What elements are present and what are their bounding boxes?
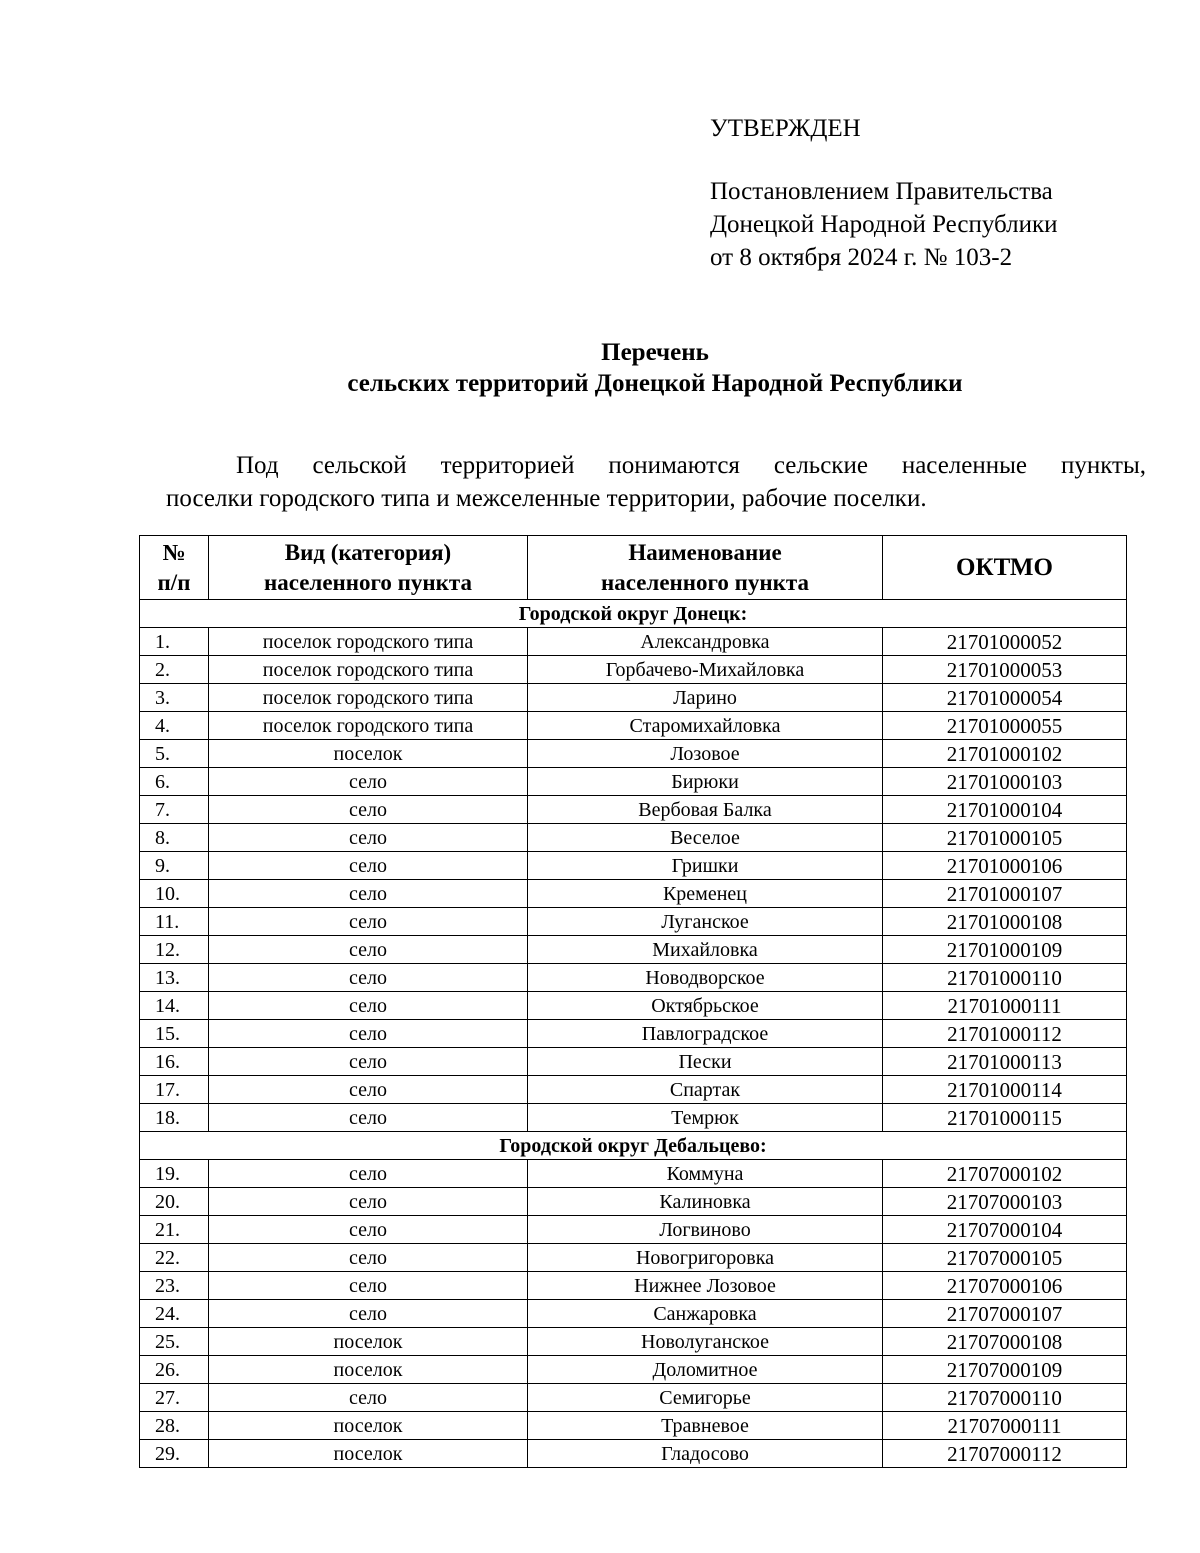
section-row [140, 600, 1127, 628]
row-number: 14. [140, 992, 209, 1020]
approved-label: УТВЕРЖДЕН [710, 115, 861, 142]
row-oktmo: 21701000103 [883, 768, 1127, 796]
row-name: Калиновка [528, 1188, 883, 1216]
table-row [140, 1272, 1127, 1300]
row-number: 8. [140, 824, 209, 852]
row-number: 4. [140, 712, 209, 740]
table-row [140, 1216, 1127, 1244]
row-name: Вербовая Балка [528, 796, 883, 824]
table-row [140, 1160, 1127, 1188]
row-name: Гришки [528, 852, 883, 880]
table-row [140, 1104, 1127, 1132]
table-row [140, 796, 1127, 824]
row-name: Санжаровка [528, 1300, 883, 1328]
row-type: поселок [209, 740, 528, 768]
row-type: село [209, 824, 528, 852]
row-type: село [209, 908, 528, 936]
row-number: 28. [140, 1412, 209, 1440]
table-row [140, 684, 1127, 712]
approval-decree-line: Постановлением Правительства [710, 178, 1053, 205]
row-oktmo: 21707000102 [883, 1160, 1127, 1188]
row-number: 23. [140, 1272, 209, 1300]
table-row [140, 852, 1127, 880]
row-oktmo: 21701000108 [883, 908, 1127, 936]
row-oktmo: 21707000108 [883, 1328, 1127, 1356]
table-row [140, 740, 1127, 768]
header-type [209, 536, 528, 600]
header-type-line-2: населенного пункта [263, 569, 473, 595]
row-number: 18. [140, 1104, 209, 1132]
row-type: село [209, 852, 528, 880]
header-type-line-1: Вид (категория) [284, 539, 452, 565]
row-oktmo: 21701000113 [883, 1048, 1127, 1076]
row-type: село [209, 1384, 528, 1412]
table-row [140, 1244, 1127, 1272]
table-row [140, 1020, 1127, 1048]
title-line-1: Перечень [601, 339, 709, 366]
row-name: Павлоградское [528, 1020, 883, 1048]
row-name: Старомихайловка [528, 712, 883, 740]
row-type: поселок [209, 1356, 528, 1384]
row-oktmo: 21701000110 [883, 964, 1127, 992]
table-row [140, 1300, 1127, 1328]
table-row [140, 1076, 1127, 1104]
row-type: поселок городского типа [209, 684, 528, 712]
row-oktmo: 21707000105 [883, 1244, 1127, 1272]
row-oktmo: 21707000106 [883, 1272, 1127, 1300]
row-name: Лозовое [528, 740, 883, 768]
row-type: село [209, 964, 528, 992]
row-name: Логвиново [528, 1216, 883, 1244]
row-oktmo: 21707000107 [883, 1300, 1127, 1328]
section-row [140, 1132, 1127, 1160]
row-number: 16. [140, 1048, 209, 1076]
row-oktmo: 21701000109 [883, 936, 1127, 964]
row-number: 5. [140, 740, 209, 768]
row-type: село [209, 768, 528, 796]
row-type: село [209, 992, 528, 1020]
row-type: село [209, 1160, 528, 1188]
row-type: село [209, 1300, 528, 1328]
row-name: Новогригоровка [528, 1244, 883, 1272]
row-name: Михайловка [528, 936, 883, 964]
row-oktmo: 21707000109 [883, 1356, 1127, 1384]
row-number: 11. [140, 908, 209, 936]
row-name: Ларино [528, 684, 883, 712]
section-title: Городской округ Дебальцево: [140, 1132, 1127, 1160]
row-name: Бирюки [528, 768, 883, 796]
table-row [140, 936, 1127, 964]
row-number: 6. [140, 768, 209, 796]
row-number: 24. [140, 1300, 209, 1328]
table-row [140, 1188, 1127, 1216]
row-type: село [209, 1048, 528, 1076]
row-oktmo: 21701000114 [883, 1076, 1127, 1104]
row-oktmo: 21701000112 [883, 1020, 1127, 1048]
row-type: село [209, 1272, 528, 1300]
row-type: село [209, 1104, 528, 1132]
row-oktmo: 21707000110 [883, 1384, 1127, 1412]
table-row [140, 824, 1127, 852]
approval-government-line: Донецкой Народной Республики [710, 211, 1058, 238]
row-number: 29. [140, 1440, 209, 1468]
table-row [140, 992, 1127, 1020]
table-row [140, 656, 1127, 684]
row-oktmo: 21701000106 [883, 852, 1127, 880]
intro-line-1: Под сельской территорией понимаются сельские населенные пункты, [236, 452, 1146, 479]
header-name-line-1: Наименование [628, 539, 782, 565]
row-oktmo: 21701000055 [883, 712, 1127, 740]
row-oktmo: 21701000104 [883, 796, 1127, 824]
row-number: 20. [140, 1188, 209, 1216]
row-number: 19. [140, 1160, 209, 1188]
territories-table [139, 535, 1127, 1468]
row-number: 2. [140, 656, 209, 684]
row-number: 7. [140, 796, 209, 824]
row-type: село [209, 1188, 528, 1216]
row-oktmo: 21701000102 [883, 740, 1127, 768]
row-oktmo: 21707000103 [883, 1188, 1127, 1216]
row-name: Веселое [528, 824, 883, 852]
row-type: село [209, 796, 528, 824]
row-oktmo: 21707000104 [883, 1216, 1127, 1244]
header-num-line-1: № [162, 539, 186, 565]
row-name: Луганское [528, 908, 883, 936]
row-type: поселок городского типа [209, 712, 528, 740]
row-name: Нижнее Лозовое [528, 1272, 883, 1300]
table-row [140, 1440, 1127, 1468]
table-row [140, 768, 1127, 796]
row-oktmo: 21701000107 [883, 880, 1127, 908]
table-row [140, 712, 1127, 740]
row-name: Горбачево-Михайловка [528, 656, 883, 684]
row-type: поселок [209, 1440, 528, 1468]
row-number: 17. [140, 1076, 209, 1104]
header-num [140, 536, 209, 600]
row-name: Новодворское [528, 964, 883, 992]
row-name: Октябрьское [528, 992, 883, 1020]
row-number: 27. [140, 1384, 209, 1412]
table-row [140, 1328, 1127, 1356]
spacer [710, 145, 1058, 175]
row-number: 9. [140, 852, 209, 880]
table-header-row [140, 536, 1127, 600]
row-type: село [209, 1076, 528, 1104]
row-type: село [209, 1216, 528, 1244]
row-number: 13. [140, 964, 209, 992]
intro-line-2: поселки городского типа и межселенные территории, рабочие поселки. [166, 485, 927, 512]
table-row [140, 1384, 1127, 1412]
row-name: Травневое [528, 1412, 883, 1440]
section-title: Городской округ Донецк: [140, 600, 1127, 628]
table-row [140, 1412, 1127, 1440]
table-body [140, 600, 1127, 1468]
row-type: поселок [209, 1328, 528, 1356]
row-oktmo: 21701000105 [883, 824, 1127, 852]
row-oktmo: 21701000053 [883, 656, 1127, 684]
row-oktmo: 21707000111 [883, 1412, 1127, 1440]
row-type: село [209, 1244, 528, 1272]
row-name: Семигорье [528, 1384, 883, 1412]
row-number: 26. [140, 1356, 209, 1384]
row-type: поселок городского типа [209, 656, 528, 684]
table-row [140, 964, 1127, 992]
document-title [140, 337, 1170, 399]
table-row [140, 908, 1127, 936]
row-name: Гладосово [528, 1440, 883, 1468]
row-name: Пески [528, 1048, 883, 1076]
row-oktmo: 21701000115 [883, 1104, 1127, 1132]
intro-paragraph [166, 449, 1146, 515]
row-number: 15. [140, 1020, 209, 1048]
row-name: Спартак [528, 1076, 883, 1104]
row-oktmo: 21701000054 [883, 684, 1127, 712]
row-number: 3. [140, 684, 209, 712]
approval-block [710, 112, 1058, 274]
table-row [140, 880, 1127, 908]
row-type: село [209, 936, 528, 964]
table-row [140, 628, 1127, 656]
row-type: поселок городского типа [209, 628, 528, 656]
header-oktmo: ОКТМО [883, 536, 1127, 600]
row-name: Доломитное [528, 1356, 883, 1384]
row-number: 10. [140, 880, 209, 908]
table-row [140, 1048, 1127, 1076]
row-type: поселок [209, 1412, 528, 1440]
header-name-line-2: населенного пункта [600, 569, 810, 595]
row-number: 1. [140, 628, 209, 656]
row-name: Кременец [528, 880, 883, 908]
approval-date-line: от 8 октября 2024 г. № 103-2 [710, 244, 1013, 271]
row-oktmo: 21701000052 [883, 628, 1127, 656]
row-number: 25. [140, 1328, 209, 1356]
row-name: Новолуганское [528, 1328, 883, 1356]
table-row [140, 1356, 1127, 1384]
row-name: Александровка [528, 628, 883, 656]
row-number: 21. [140, 1216, 209, 1244]
row-name: Темрюк [528, 1104, 883, 1132]
row-type: село [209, 880, 528, 908]
header-num-line-2: п/п [157, 569, 191, 595]
row-oktmo: 21701000111 [883, 992, 1127, 1020]
row-oktmo: 21707000112 [883, 1440, 1127, 1468]
title-line-2: сельских территорий Донецкой Народной Республики [347, 370, 963, 397]
row-number: 22. [140, 1244, 209, 1272]
row-type: село [209, 1020, 528, 1048]
row-name: Коммуна [528, 1160, 883, 1188]
header-name [528, 536, 883, 600]
row-number: 12. [140, 936, 209, 964]
